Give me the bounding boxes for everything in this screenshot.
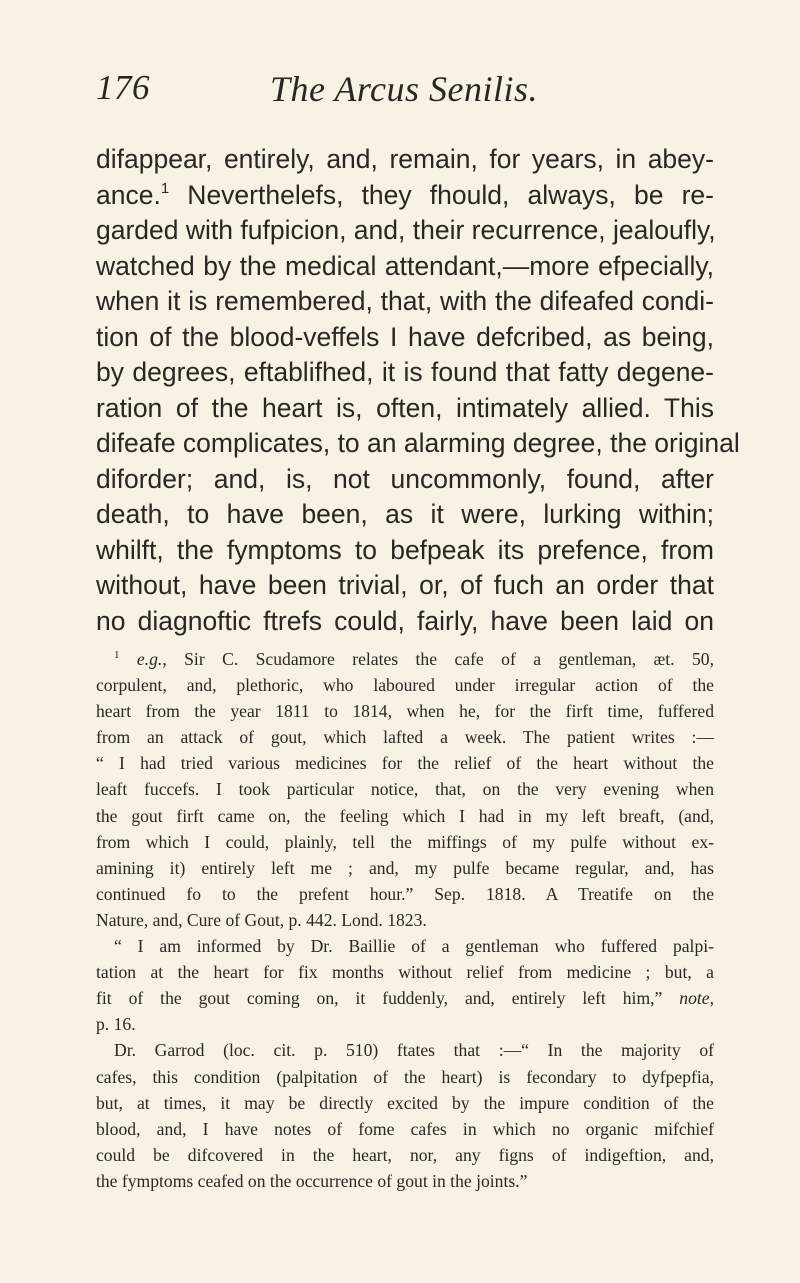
- footnote-line: “ I had tried various medicines for the relief of the heart without the: [96, 753, 714, 774]
- footnote-note-ref: note,: [679, 988, 714, 1009]
- footnote-line: continued fo to the prefent hour.” Sep. 1818. A Treatife on the: [96, 883, 714, 904]
- footnote-eg: e.g.: [136, 649, 163, 669]
- footnotes: [96, 646, 714, 1194]
- footnote-reference[interactable]: 1: [160, 179, 170, 197]
- footnote-line: “ I am informed by Dr. Baillie of a gentleman who fuffered palpi-: [114, 936, 714, 957]
- body-text: [96, 142, 740, 639]
- footnote-line: blood, and, I have notes of fome cafes in which no organic mifchief: [96, 1118, 714, 1139]
- footnote-line: but, at times, it may be directly excited by the impure condition of the: [96, 1092, 714, 1113]
- footnote-marker: 1: [114, 649, 120, 661]
- footnote-line: from which I could, plainly, tell the miffings of my pulfe without ex-: [96, 831, 714, 852]
- body-line: difeafe complicates, to an alarming degree, the original: [96, 428, 740, 458]
- footnote-line: leaft fuccefs. I took particular notice, that, on the very evening when: [96, 779, 714, 800]
- footnote-text: , Sir C. Scudamore relates the cafe of a gentleman, æt. 50,: [162, 649, 714, 669]
- body-line: garded with fufpicion, and, their recurrence, jealoufly,: [96, 215, 716, 245]
- footnote-line: heart from the year 1811 to 1814, when he, for the firft time, fuffered: [96, 701, 714, 722]
- footnote-line: from an attack of gout, which lafted a week. The patient writes :—: [96, 727, 714, 748]
- body-line: whilft, the fymptoms to befpeak its prefence, from: [96, 534, 714, 565]
- body-line: when it is remembered, that, with the difeafed condi-: [96, 286, 714, 316]
- footnote-line: cafes, this condition (palpitation of the heart) is fecondary to dyfpepfia,: [96, 1066, 714, 1087]
- footnote-line: Nature, and, Cure of Gout, p. 442. Lond. 1823.: [96, 909, 427, 930]
- body-line: diforder; and, is, not uncommonly, found, after: [96, 463, 714, 494]
- body-line: watched by the medical attendant,—more efpecially,: [96, 250, 714, 281]
- body-line-rest: Neverthelefs, they fhould, always, be re-: [169, 179, 714, 210]
- footnote-line: corpulent, and, plethoric, who laboured under irregular action of the: [96, 675, 714, 696]
- footnote-line: amining it) entirely left me ; and, my pulfe became regular, and, has: [96, 857, 714, 878]
- page-number: 176: [96, 68, 150, 107]
- body-line: tion of the blood-veffels I have defcribed, as being,: [96, 321, 714, 352]
- footnote-line: the fymptoms ceafed on the occurrence of gout in the joints.”: [96, 1170, 528, 1191]
- running-title: The Arcus Senilis.: [270, 69, 538, 109]
- footnote-line: could be difcovered in the heart, nor, any figns of indigeftion, and,: [96, 1144, 714, 1165]
- footnote-line: the gout firft came on, the feeling which I had in my left breaft, (and,: [96, 805, 714, 826]
- footnote-line: tation at the heart for fix months without relief from medicine ; but, a: [96, 962, 714, 983]
- page-header: [92, 68, 716, 118]
- body-line: death, to have been, as it were, lurking within;: [96, 499, 714, 529]
- body-line: ration of the heart is, often, intimately allied. This: [96, 392, 714, 423]
- footnote-line: [96, 985, 714, 1011]
- footnote-line: p. 16.: [96, 1014, 136, 1035]
- body-line: no diagnoftic ftrefs could, fairly, have been laid on: [96, 605, 714, 636]
- body-line: difappear, entirely, and, remain, for years, in abey-: [96, 144, 714, 174]
- footnote-line: Dr. Garrod (loc. cit. p. 510) ftates that :—“ In the majority of: [114, 1040, 714, 1061]
- body-line: by degrees, eftablifhed, it is found that fatty degene-: [96, 357, 714, 387]
- body-line: [96, 178, 714, 214]
- body-line: without, have been trivial, or, of fuch an order that: [96, 570, 714, 600]
- footnote-text: fit of the gout coming on, it fuddenly, and, entirely left him,”: [96, 988, 663, 1009]
- body-line-start: ance.: [96, 179, 161, 210]
- footnote-line: [96, 646, 714, 672]
